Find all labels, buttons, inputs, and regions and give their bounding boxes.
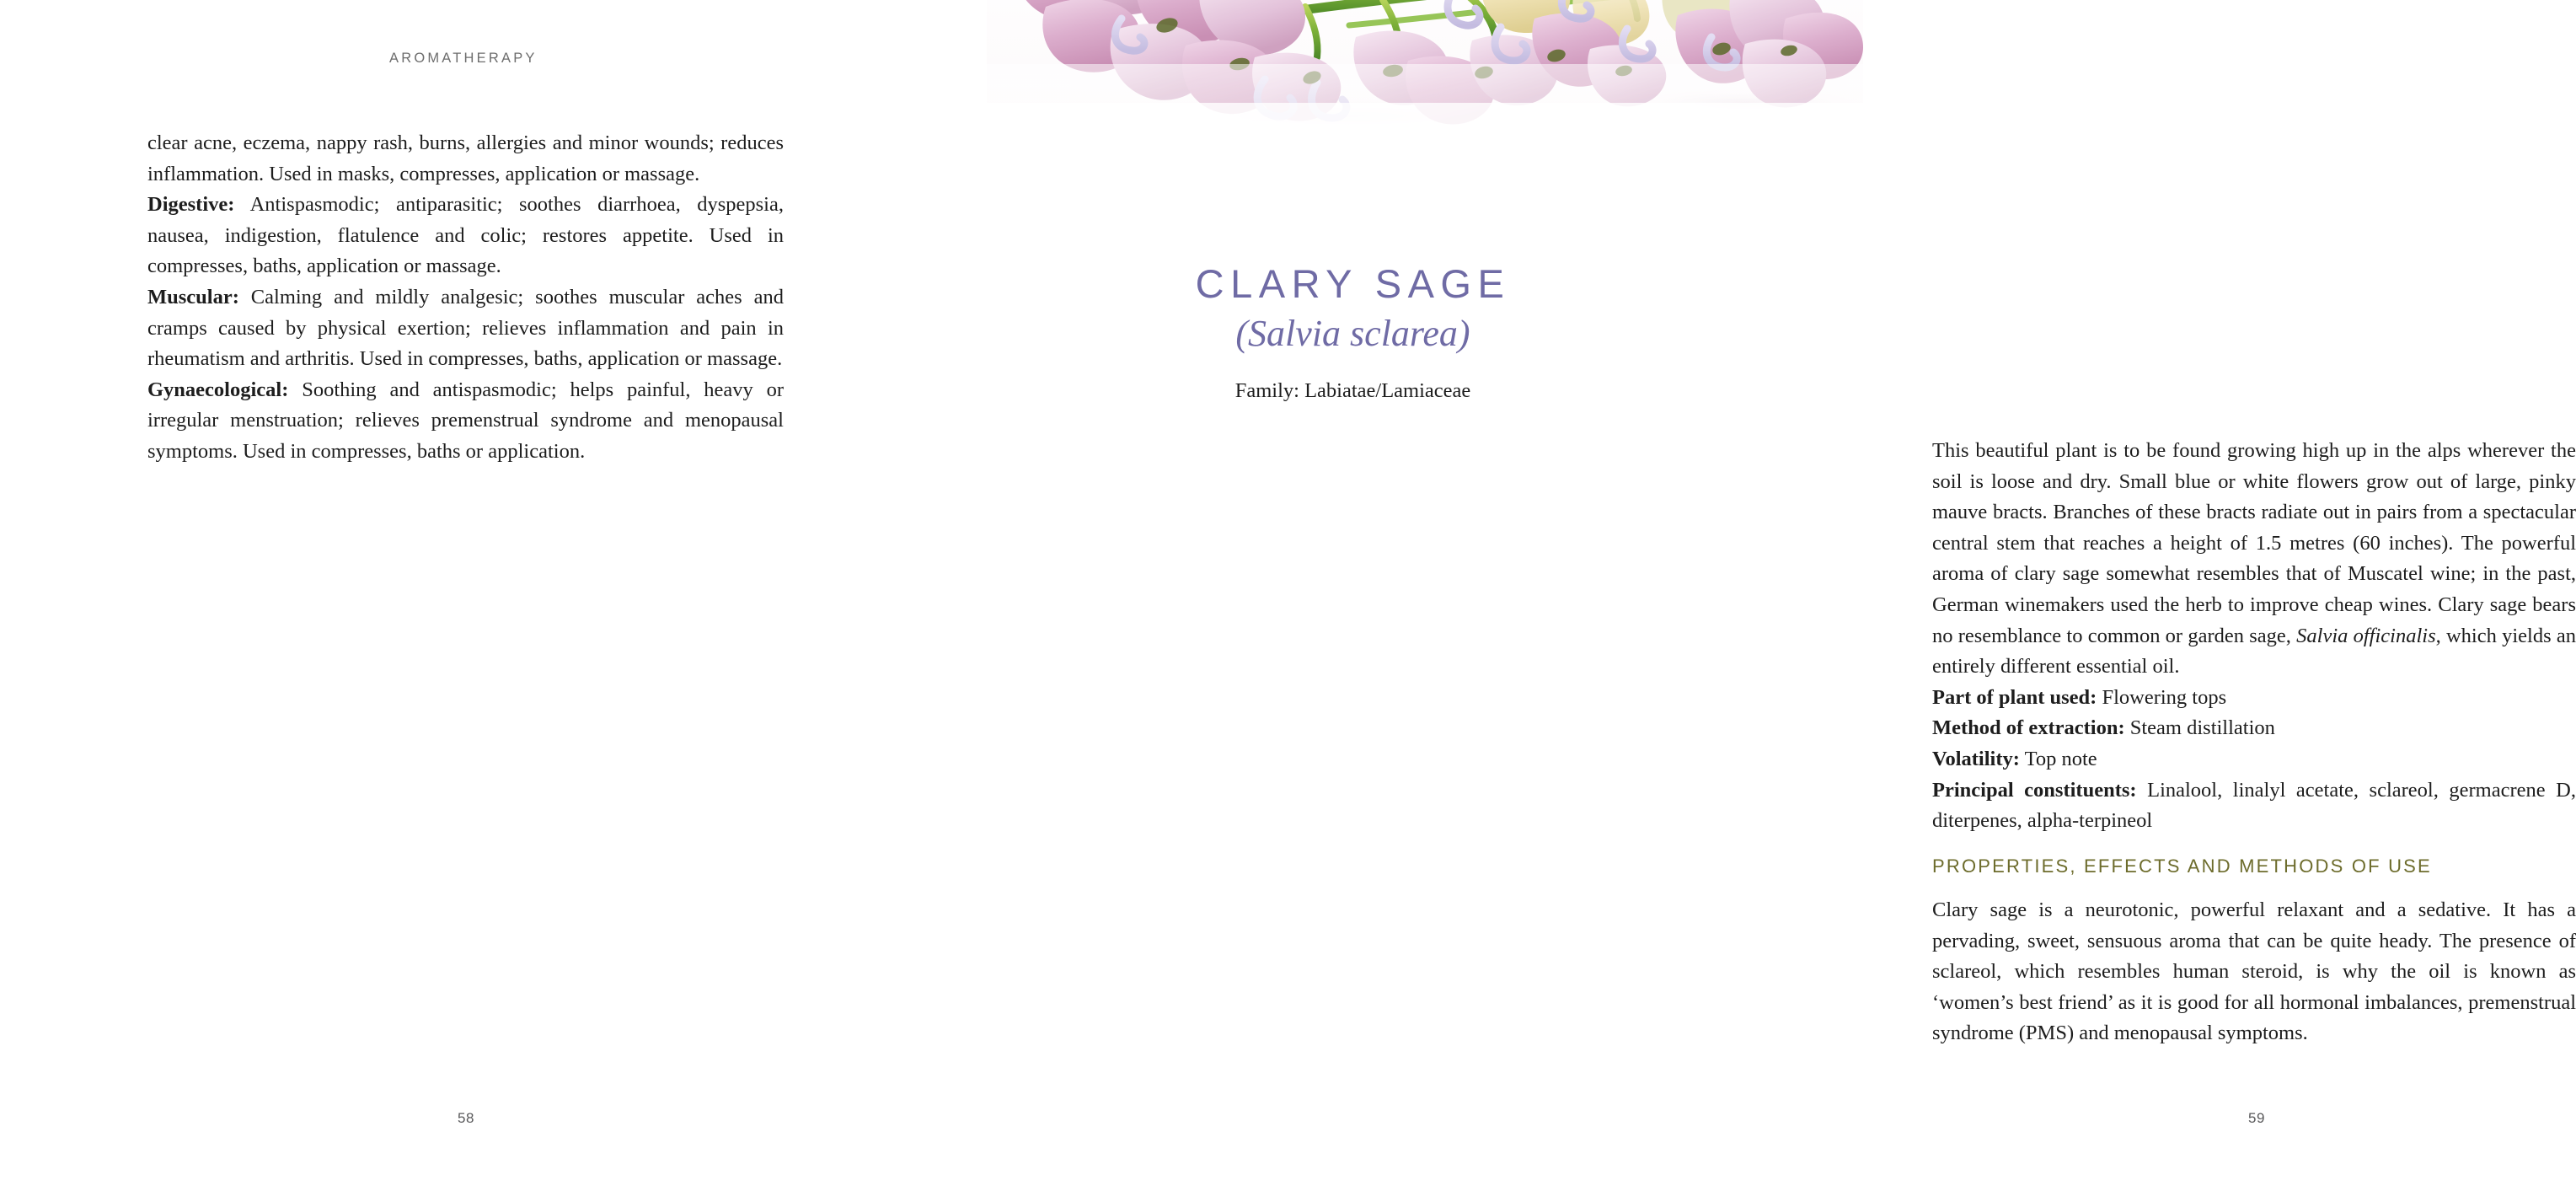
left-column-body (147, 128, 784, 468)
intro-text-part2: , which yields an entirely different essential oil. (1932, 624, 2576, 678)
page-number-left: 58 (458, 1110, 474, 1126)
fact-part-of-plant (1932, 683, 2576, 714)
paragraph-intro (1932, 436, 2576, 683)
fact-principal-constituents (1932, 775, 2576, 837)
fact-value: Top note (2019, 747, 2097, 770)
plant-title-block (902, 263, 1804, 357)
fact-label: Volatility: (1932, 747, 2020, 770)
page-number-right: 59 (2248, 1110, 2265, 1126)
paragraph-text: clear acne, eczema, nappy rash, burns, allergies and minor wounds; reduces inflammation. Used in masks, compresses, application or massage. (147, 131, 784, 185)
paragraph-properties: Clary sage is a neurotonic, powerful relaxant and a sedative. It has a pervading, sweet, sensuous aroma that can be quite heady. The presence of sclareol, which resembles human steroid, is why the oil is known as ‘women’s best friend’ as it is good for all hormonal imbalances, premenstrual syndrome (PMS) and menopausal symptoms. (1932, 898, 2576, 1045)
paragraph-lead-gynaecological: Gynaecological: (147, 378, 289, 401)
fact-value: Steam distillation (2124, 716, 2275, 740)
paragraph-text: Antispasmodic; antiparasitic; soothes diarrhoea, dyspepsia, nausea, indigestion, flatulence and colic; restores appetite. Used in compresses, baths, application or massage. (147, 193, 784, 278)
right-page (902, 0, 2576, 1180)
running-head: AROMATHERAPY (389, 51, 538, 66)
right-column-body (1932, 436, 2576, 837)
fact-volatility (1932, 744, 2576, 775)
paragraph-gynaecological (147, 375, 784, 468)
paragraph-digestive (147, 190, 784, 282)
plant-family: Family: Labiatae/Lamiaceae (1234, 379, 1471, 402)
left-page (0, 0, 902, 1180)
paragraph-text: Calming and mildly analgesic; soothes muscular aches and cramps caused by physical exertion; relieves inflammation and pain in rheumatism and arthritis. Used in compresses, baths, application or massage. (147, 285, 784, 371)
intro-text-part1: This beautiful plant is to be found growing high up in the alps wherever the soil is loose and dry. Small blue or white flowers grow out of large, pinky mauve bracts. Branches of these bracts radiate out in pairs from a spectacular central stem that reaches a height of 1.5 metres (60 inches). The powerful aroma of clary sage somewhat resembles that of Muscatel wine; in the past, German winemakers used the herb to improve cheap wines. Clary sage bears no resemblance to common or garden sage, (1932, 439, 2576, 647)
paragraph-lead-digestive: Digestive: (147, 193, 235, 217)
section-heading-properties: PROPERTIES, EFFECTS AND METHODS OF USE (1932, 856, 2432, 877)
fact-value: Flowering tops (2097, 685, 2227, 709)
page-title: CLARY SAGE (1195, 261, 1511, 306)
fact-method-of-extraction (1932, 713, 2576, 744)
fact-label: Method of extraction: (1932, 716, 2125, 740)
fact-value: Linalool, linalyl acetate, sclareol, germacrene D, diterpenes, alpha-terpineol (1932, 778, 2576, 833)
right-column-properties (1932, 895, 2576, 1049)
intro-latin-italic: Salvia officinalis (2296, 624, 2436, 647)
paragraph-skin (147, 128, 784, 190)
clary-sage-photo (987, 0, 1863, 148)
paragraph-muscular (147, 282, 784, 375)
fact-label: Principal constituents: (1932, 778, 2137, 802)
plant-latin-name: (Salvia sclarea) (1235, 312, 1470, 354)
fact-label: Part of plant used: (1932, 685, 2097, 709)
paragraph-text: Soothing and antispasmodic; helps painful, heavy or irregular menstruation; relieves premenstrual syndrome and menopausal symptoms. Used in compresses, baths or application. (147, 378, 784, 463)
paragraph-lead-muscular: Muscular: (147, 285, 239, 308)
